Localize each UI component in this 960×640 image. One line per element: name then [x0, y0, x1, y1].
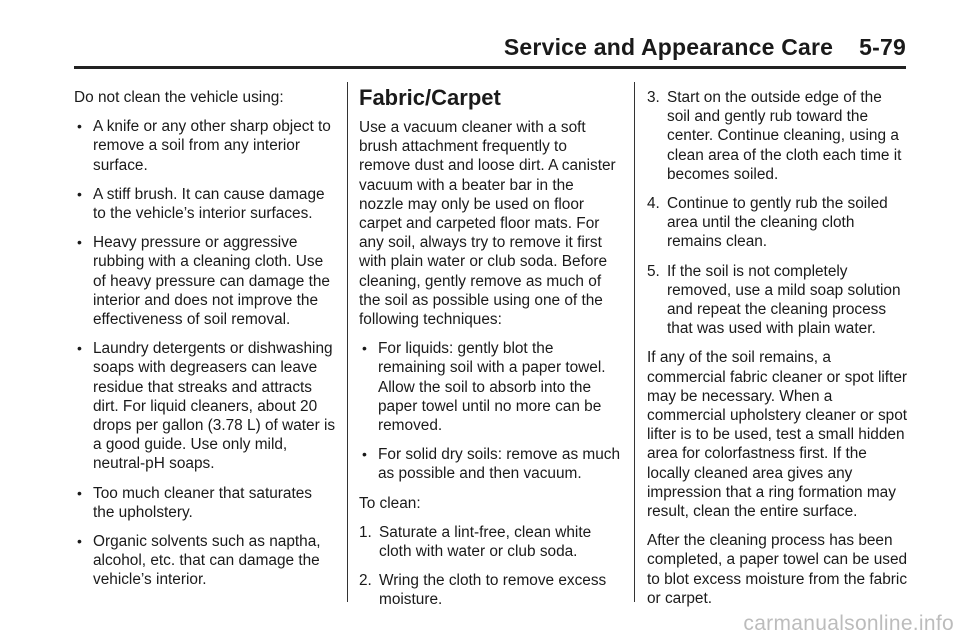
watermark-text: carmanualsonline.info — [743, 612, 954, 635]
page-header — [0, 34, 906, 61]
list-item-text: Heavy pressure or aggressive rubbing with a cleaning cloth. Use of heavy pressure can damage the interior and does not improve the effectiveness of soil removal. — [93, 234, 330, 329]
list-item-text: For liquids: gently blot the remaining soil with a paper towel. Allow the soil to absorb into the paper towel until no more can be removed. — [378, 340, 606, 435]
step-item — [647, 262, 909, 339]
bullet-icon: • — [77, 340, 82, 357]
to-clean-label: To clean: — [359, 494, 421, 512]
bullet-icon: • — [77, 234, 82, 251]
list-item — [74, 339, 336, 473]
step-text: Start on the outside edge of the soil and gently rub toward the center. Continue cleaning, using a clean area of the cloth each time it becomes soiled. — [667, 89, 902, 183]
list-item — [74, 484, 336, 522]
list-item — [74, 233, 336, 329]
after-cleaning-paragraph: After the cleaning process has been completed, a paper towel can be used to blot excess moisture from the fabric or carpet. — [647, 532, 908, 607]
list-item — [74, 117, 336, 175]
list-item — [359, 339, 621, 435]
list-item-text: Organic solvents such as naptha, alcohol, etc. that can damage the vehicle’s interior. — [93, 533, 321, 589]
fabric-intro-paragraph: Use a vacuum cleaner with a soft brush attachment frequently to remove dust and loose dirt. A canister vacuum with a beater bar in the nozzle may only be used on floor carpet and carpeted floor mats. For any soil, always try to remove it first with plain water or club soda. Before cleaning, gently remove as much of the soil as possible using one of the following techniques: — [359, 119, 616, 329]
bullet-icon: • — [362, 340, 367, 357]
step-number: 4. — [647, 195, 660, 213]
step-item — [647, 88, 909, 184]
list-item-text: For solid dry soils: remove as much as possible and then vacuum. — [378, 446, 621, 483]
list-item — [74, 185, 336, 223]
spot-lifter-paragraph: If any of the soil remains, a commercial fabric cleaner or spot lifter may be necessary. When a commercial upholstery cleaner or spot lifter is to be used, test a small hidden area for colorfastness first. If the locally cleaned area gives any impression that a ring formation may result, clean the entire surface. — [647, 349, 908, 521]
page-number: 5-79 — [859, 34, 906, 60]
list-item-text: A stiff brush. It can cause damage to the vehicle’s interior surfaces. — [93, 185, 325, 223]
list-item-text: Laundry detergents or dishwashing soaps with degreasers can leave residue that streaks and attracts dirt. For liquid cleaners, about 20 drops per gallon (3.78 L) of water is a good guide. Use only mild, neutral-pH soaps. — [93, 340, 336, 473]
column-2 — [359, 86, 621, 620]
step-item — [359, 523, 621, 561]
cleaning-steps-list — [359, 523, 621, 610]
list-item — [74, 532, 336, 590]
step-number: 5. — [647, 262, 660, 280]
column-3 — [647, 88, 909, 618]
section-title: Service and Appearance Care — [503, 34, 834, 60]
header-rule — [74, 66, 906, 69]
step-number: 3. — [647, 89, 660, 106]
step-number: 2. — [359, 572, 372, 590]
list-item-text: Too much cleaner that saturates the upholstery. — [93, 484, 313, 521]
section-heading: Fabric/Carpet — [359, 85, 501, 110]
step-item — [359, 571, 621, 609]
cleaning-steps-continued — [647, 88, 909, 338]
column-divider-2 — [634, 82, 635, 602]
column-1 — [74, 88, 336, 600]
step-text: If the soil is not completely removed, use a mild soap solution and repeat the cleaning process that was used with plain water. — [667, 262, 901, 338]
list-item-text: A knife or any other sharp object to remove a soil from any interior surface. — [93, 118, 331, 174]
step-item — [647, 194, 909, 252]
bullet-icon: • — [77, 118, 82, 135]
step-text: Wring the cloth to remove excess moisture. — [379, 572, 607, 609]
step-number: 1. — [359, 523, 372, 541]
technique-list — [359, 339, 621, 483]
do-not-use-list — [74, 117, 336, 589]
bullet-icon: • — [77, 533, 82, 550]
column-divider-1 — [347, 82, 348, 602]
list-item — [359, 445, 621, 483]
intro-text: Do not clean the vehicle using: — [74, 89, 284, 106]
bullet-icon: • — [362, 446, 367, 463]
bullet-icon: • — [77, 484, 82, 501]
step-text: Saturate a lint-free, clean white cloth with water or club soda. — [379, 523, 592, 561]
step-text: Continue to gently rub the soiled area until the cleaning cloth remains clean. — [667, 195, 888, 251]
bullet-icon: • — [77, 185, 82, 202]
